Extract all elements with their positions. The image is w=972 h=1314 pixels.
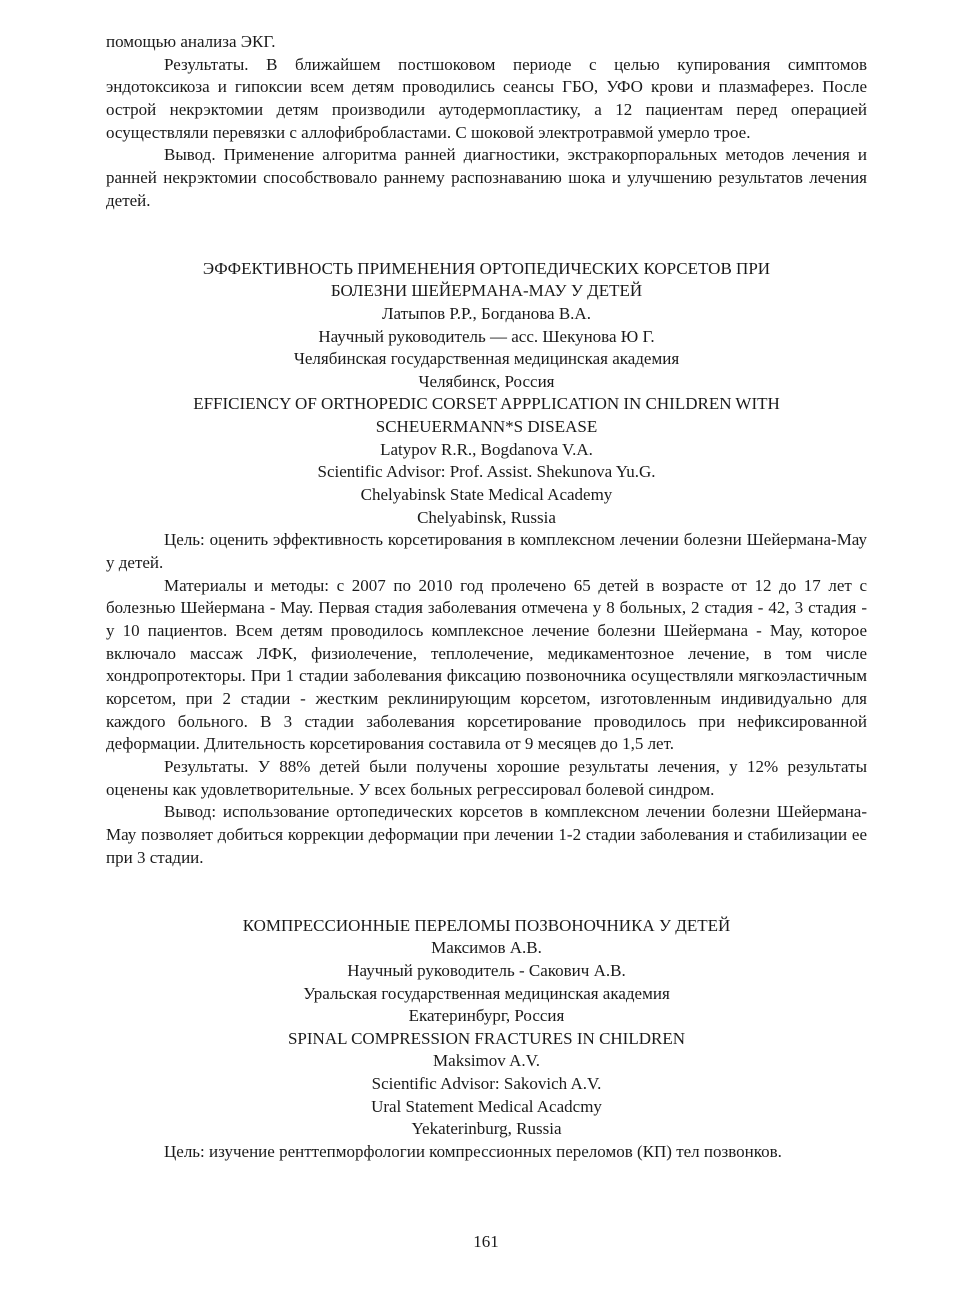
article1-methods: Материалы и методы: с 2007 по 2010 год пролечено 65 детей в возрасте от 12 до 17 лет с болезнью Шейермана - Мау. Первая стадия заболевания отмечена у 8 больных, 2 стадия - 42, 3 стадия - у 10 пациентов. Всем детям проводилось комплексное лечение болезни Шейермана - Мау, которое включало массаж ЛФК, физиолечение, теплолечение, медикаментозное лечение, в том числе хондропротекторы. При 1 стадии заболевания фиксацию позвоночника осуществляли мягкоэластичным корсетом, при 2 стадии - жестким реклинирующим корсетом, изготовленным индивидуально для каждого больного. В 3 стадии заболевания корсетирование проводилось при нефиксированной деформации. Длительность корсетирования составила от 9 месяцев до 1,5 лет. bbox=[106, 575, 867, 754]
article2-authors-en: Maksimov A.V. bbox=[433, 1051, 540, 1071]
prev-article-results: Результаты. В ближайшем постшоковом периоде с целью купирования симптомов эндотоксикоза и гипоксии всем детям проводились сеансы ГБО, УФО крови и плазмаферез. После острой некрэктомии детям производили аутодермопластику, а 12 пациентам перед операцией осуществляли перевязки с аллофибробластами. С шоковой электротравмой умерло трое. bbox=[106, 54, 867, 142]
document-page bbox=[106, 31, 867, 1164]
article2-city-en: Yekaterinburg, Russia bbox=[411, 1119, 562, 1139]
spacer bbox=[106, 235, 867, 258]
page-number: 161 bbox=[473, 1232, 499, 1251]
article1-aim: Цель: оценить эффективность корсетирования в комплексном лечении болезни Шейермана-Мау у детей. bbox=[106, 530, 867, 573]
article2-advisor-ru: Научный руководитель - Сакович А.В. bbox=[347, 960, 626, 980]
article1-city-en: Chelyabinsk, Russia bbox=[417, 507, 556, 527]
article2-city-ru: Екатеринбург, Россия bbox=[408, 1006, 565, 1026]
spacer bbox=[106, 892, 867, 915]
article2-title-en: SPINAL COMPRESSION FRACTURES IN CHILDREN bbox=[287, 1028, 686, 1048]
article1-conclusion: Вывод: использование ортопедических корсетов в комплексном лечении болезни Шейермана-Мау позволяет добиться коррекции деформации при лечении 1-2 стадии заболевания и стабилизации ее при 3 стадии. bbox=[106, 802, 867, 867]
spacer bbox=[106, 212, 867, 235]
spacer bbox=[106, 869, 867, 892]
article1-advisor-ru: Научный руководитель — асс. Шекунова Ю Г. bbox=[318, 326, 655, 346]
article1-header bbox=[106, 258, 867, 530]
article2-institution-en: Ural Statement Medical Acadcmy bbox=[371, 1096, 602, 1116]
article2-authors-ru: Максимов А.В. bbox=[431, 938, 542, 958]
article1-institution-en: Chelyabinsk State Medical Academy bbox=[360, 485, 613, 505]
prev-article-tail: помощью анализа ЭКГ. bbox=[106, 32, 276, 51]
article1-title-en-line1: EFFICIENCY OF ORTHOPEDIC CORSET APPPLICATION IN CHILDREN WITH bbox=[193, 394, 780, 414]
prev-article-conclusion: Вывод. Применение алгоритма ранней диагностики, экстракорпоральных методов лечения и ранней некрэктомии способствовало раннему распознаванию шока и улучшению результатов лечения детей. bbox=[106, 145, 867, 210]
article1-body bbox=[106, 529, 867, 869]
article1-title-en-line2: SCHEUERMANN*S DISEASE bbox=[375, 417, 598, 437]
article1-results: Результаты. У 88% детей были получены хорошие результаты лечения, у 12% результаты оценены как удовлетворительные. У всех больных регрессировал болевой синдром. bbox=[106, 756, 867, 799]
article1-authors-ru: Латыпов Р.Р., Богданова В.А. bbox=[382, 303, 591, 323]
article2-header bbox=[106, 915, 867, 1142]
article1-city-ru: Челябинск, Россия bbox=[418, 371, 555, 391]
article2-advisor-en: Scientific Advisor: Sakovich A.V. bbox=[371, 1074, 602, 1094]
article1-title-ru-line1: ЭФФЕКТИВНОСТЬ ПРИМЕНЕНИЯ ОРТОПЕДИЧЕСКИХ КОРСЕТОВ ПРИ bbox=[202, 258, 771, 278]
article1-institution-ru: Челябинская государственная медицинская академия bbox=[293, 349, 680, 369]
article1-authors-en: Latypov R.R., Bogdanova V.A. bbox=[380, 439, 593, 459]
article2-institution-ru: Уральская государственная медицинская академия bbox=[303, 983, 670, 1003]
article2-body bbox=[106, 1141, 867, 1164]
article1-advisor-en: Scientific Advisor: Prof. Assist. Shekunova Yu.G. bbox=[317, 462, 656, 482]
article2-aim: Цель: изучение ренттепморфологии компрессионных переломов (КП) тел позвонков. bbox=[164, 1142, 782, 1162]
article2-title-ru: КОМПРЕССИОННЫЕ ПЕРЕЛОМЫ ПОЗВОНОЧНИКА У ДЕТЕЙ bbox=[242, 915, 731, 935]
article1-title-ru-line2: БОЛЕЗНИ ШЕЙЕРМАНА-МАУ У ДЕТЕЙ bbox=[330, 281, 643, 301]
